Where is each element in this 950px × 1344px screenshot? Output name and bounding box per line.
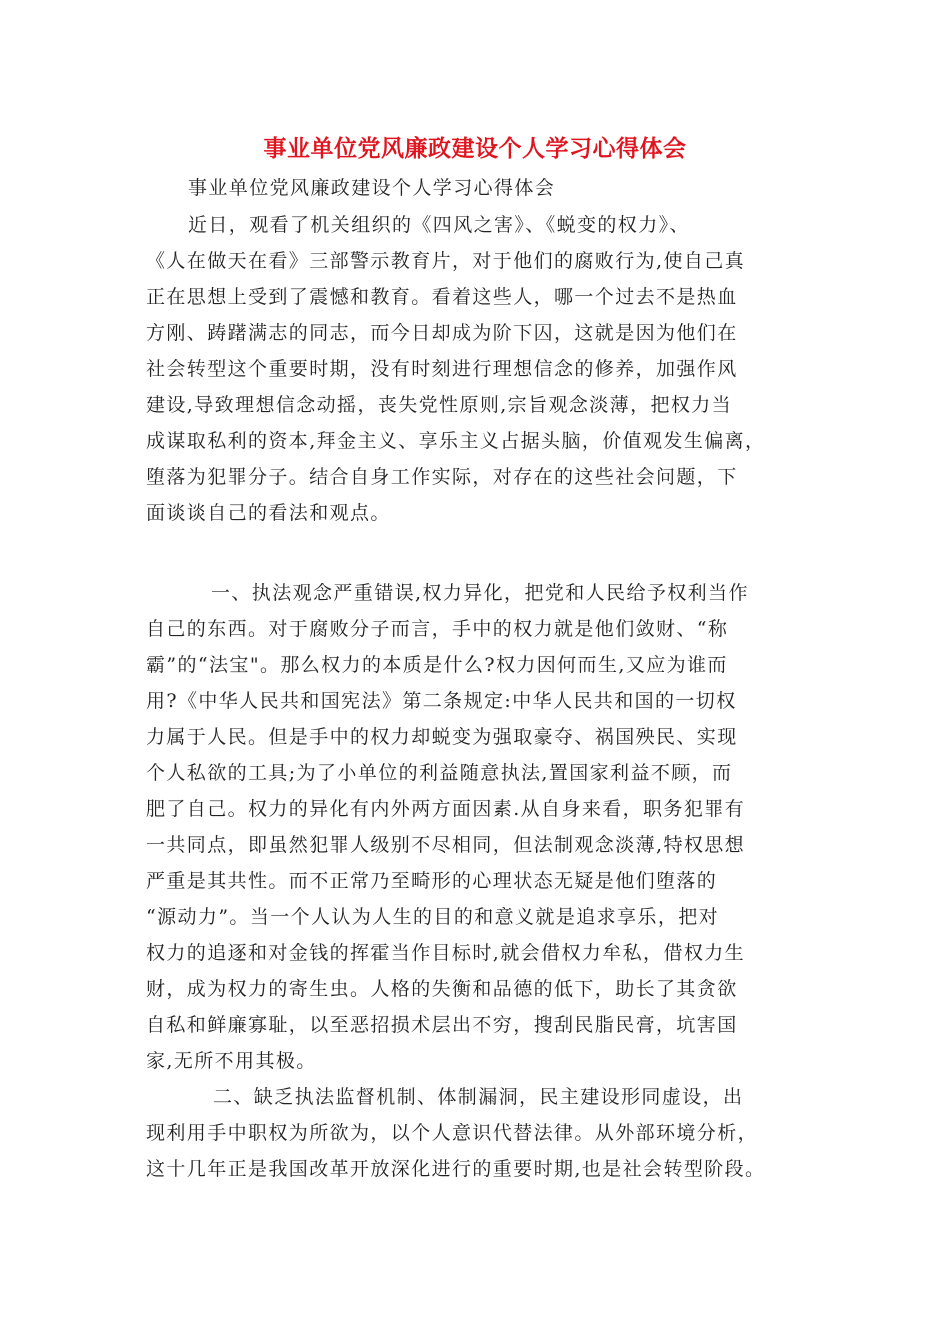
- paragraph-line: 近日，观看了机关组织的《四风之害》、《蜕变的权力》、: [188, 214, 690, 236]
- paragraph-line: 个人私欲的工具;为了小单位的利益随意执法,置国家利益不顾，而: [146, 762, 733, 784]
- paragraph-line: 霸”的“法宝"。那么权力的本质是什么?权力因何而生,又应为谁而: [146, 654, 728, 676]
- paragraph-line: “源动力”。当一个人认为人生的目的和意义就是追求享乐，把对: [146, 906, 720, 928]
- paragraph-line: 严重是其共性。而不正常乃至畸形的心理状态无疑是他们堕落的: [146, 870, 718, 892]
- paragraph-line: 自己的东西。对于腐败分子而言，手中的权力就是他们敛财、“称: [146, 618, 729, 640]
- paragraph-line: 现利用手中职权为所欲为，以个人意识代替法律。从外部环境分析，: [146, 1122, 759, 1144]
- paragraph-line: 《人在做天在看》三部警示教育片，对于他们的腐败行为,使自己真: [146, 250, 746, 272]
- paragraph-line: 一、执法观念严重错误,权力异化，把党和人民给予权利当作: [211, 582, 749, 604]
- paragraph-line: 财，成为权力的寄生虫。人格的失衡和品德的低下，助长了其贪欲: [146, 978, 738, 1000]
- paragraph-line: 成谋取私利的资本,拜金主义、享乐主义占据头脑，价值观发生偏离，: [146, 430, 766, 452]
- paragraph-line: 力属于人民。但是手中的权力却蜕变为强取豪夺、祸国殃民、实现: [146, 726, 738, 748]
- paragraph-line: 方刚、踌躇满志的同志，而今日却成为阶下囚，这就是因为他们在: [146, 322, 738, 344]
- paragraph-line: 一共同点，即虽然犯罪人级别不尽相同，但法制观念淡薄,特权思想: [146, 834, 746, 856]
- paragraph-line: 用?《中华人民共和国宪法》第二条规定:中华人民共和国的一切权: [146, 690, 737, 712]
- paragraph-line: 堕落为犯罪分子。结合自身工作实际，对存在的这些社会问题，下: [146, 466, 738, 488]
- paragraph-line: 自私和鲜廉寡耻，以至恶招损术层出不穷，搜刮民脂民膏，坑害国: [146, 1014, 738, 1036]
- subtitle-line: 事业单位党风廉政建设个人学习心得体会: [188, 177, 556, 199]
- paragraph-line: 面谈谈自己的看法和观点。: [146, 502, 391, 524]
- paragraph-line: 肥了自己。权力的异化有内外两方面因素.从自身来看，职务犯罪有: [146, 798, 746, 820]
- paragraph-line: 建设,导致理想信念动摇，丧失党性原则,宗旨观念淡薄，把权力当: [146, 394, 733, 416]
- paragraph-line: 社会转型这个重要时期，没有时刻进行理想信念的修养，加强作风: [146, 358, 738, 380]
- paragraph-line: 正在思想上受到了震憾和教育。看着这些人，哪一个过去不是热血: [146, 286, 738, 308]
- paragraph-line: 二、缺乏执法监督机制、体制漏洞，民主建设形同虚设，出: [213, 1086, 744, 1108]
- paragraph-line: 这十几年正是我国改革开放深化进行的重要时期,也是社会转型阶段。: [146, 1158, 766, 1180]
- paragraph-line: 权力的追逐和对金钱的挥霍当作目标时,就会借权力牟私，借权力生: [146, 942, 746, 964]
- document-title: 事业单位党风廉政建设个人学习心得体会: [263, 136, 687, 162]
- paragraph-line: 家,无所不用其极。: [146, 1050, 317, 1072]
